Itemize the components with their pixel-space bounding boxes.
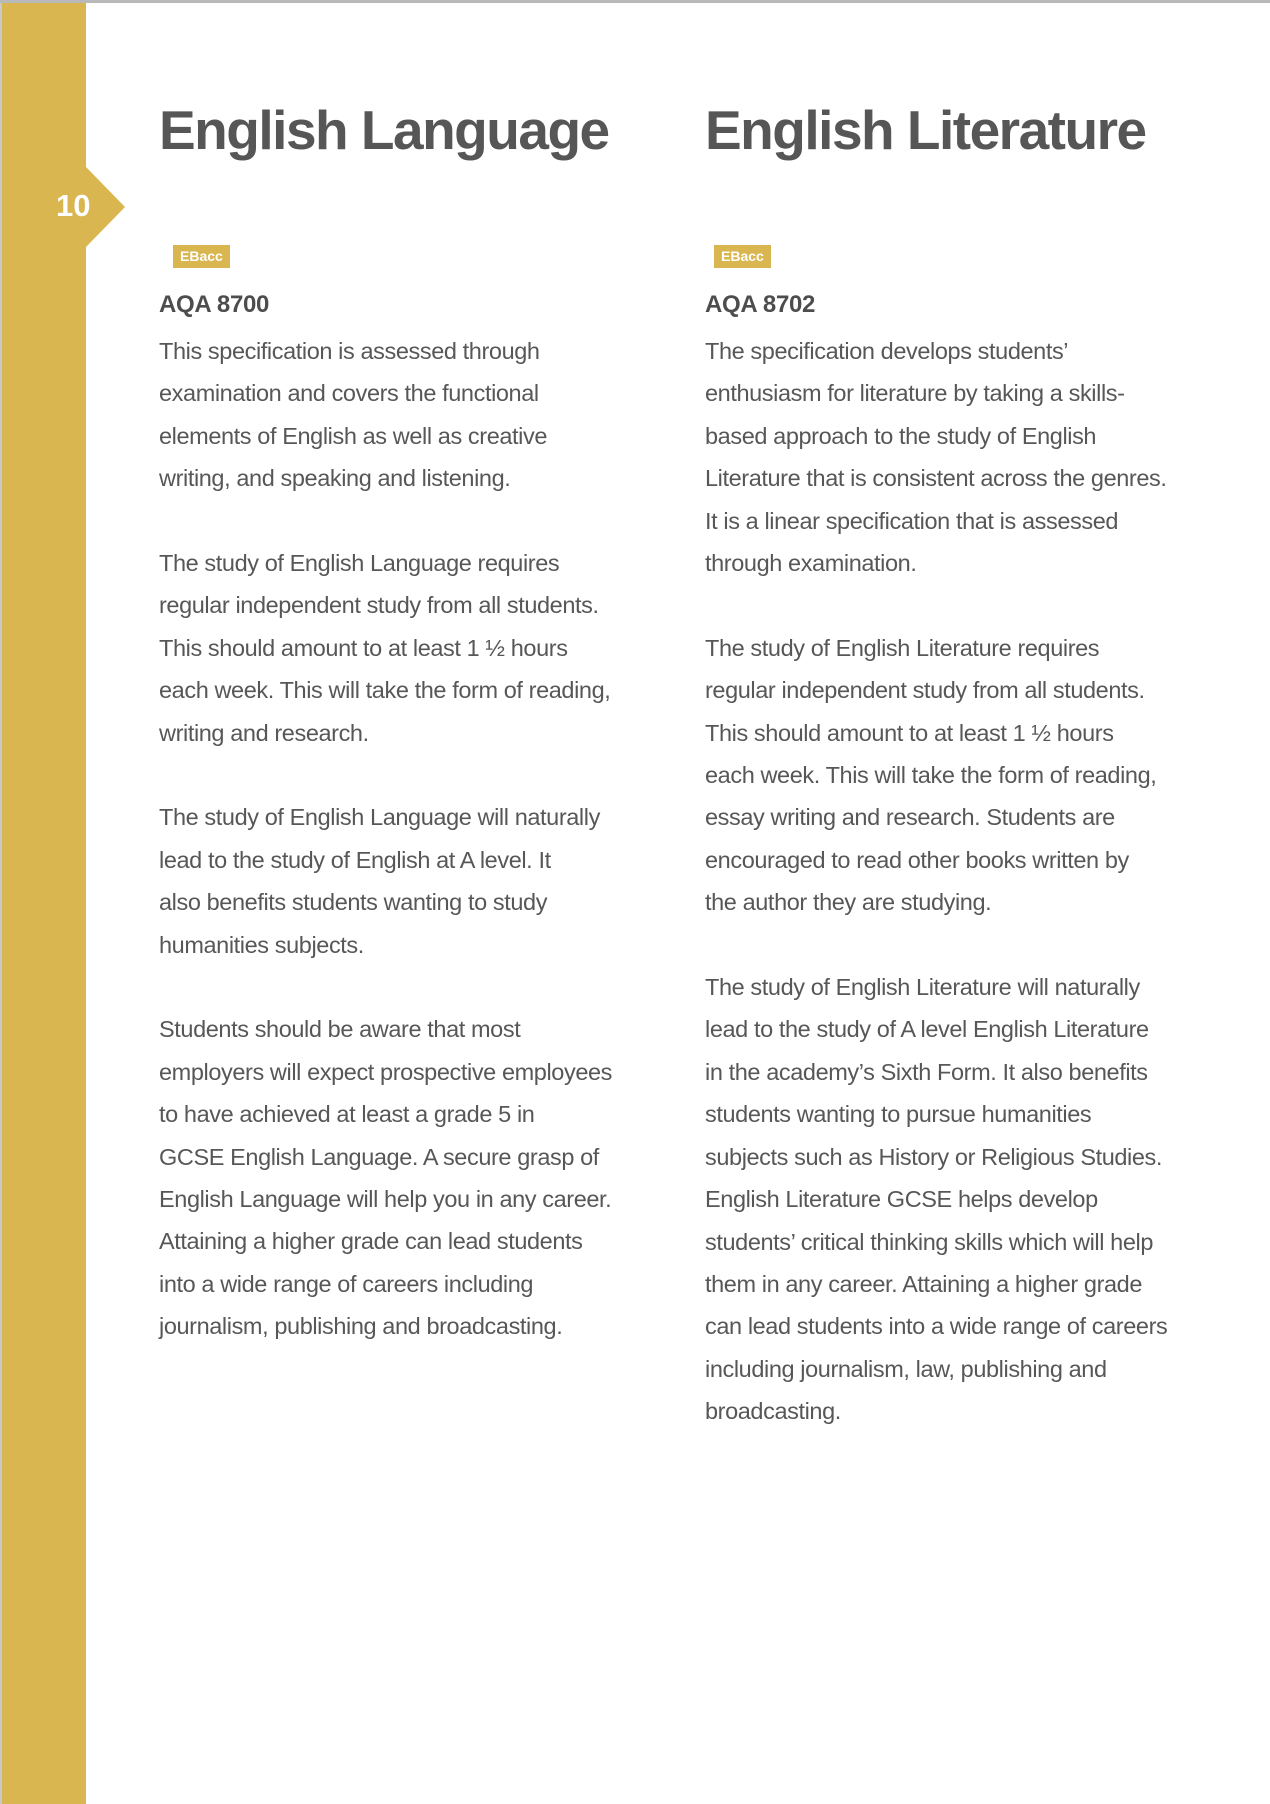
paragraph-line: each week. This will take the form of reading, — [159, 677, 611, 704]
spec-code: AQA 8702 — [705, 291, 816, 318]
paragraph-line: encouraged to read other books written by — [705, 846, 1129, 873]
ebacc-badge: EBacc — [173, 245, 230, 268]
spec-code: AQA 8700 — [159, 291, 270, 318]
paragraph-line: into a wide range of careers including — [159, 1270, 534, 1297]
paragraph-line: them in any career. Attaining a higher grade — [705, 1270, 1143, 1297]
paragraph-line: The study of English Language will naturally — [159, 804, 600, 831]
paragraph-line: writing and research. — [159, 719, 369, 746]
paragraph-line: The study of English Literature will naturally — [705, 974, 1140, 1001]
paragraph-line: examination and covers the functional — [159, 380, 539, 407]
paragraph-line: including journalism, law, publishing and — [705, 1355, 1107, 1382]
paragraph-line: based approach to the study of English — [705, 422, 1097, 449]
paragraph-line: students’ critical thinking skills which will help — [705, 1228, 1154, 1255]
english-literature-heading: English Literature — [705, 99, 1146, 161]
paragraph-line: essay writing and research. Students are — [705, 804, 1115, 831]
paragraph-line: students wanting to pursue humanities — [705, 1101, 1092, 1128]
page-number: 10 — [56, 188, 91, 223]
paragraph-line: subjects such as History or Religious Studies. — [705, 1143, 1163, 1170]
paragraph-line: GCSE English Language. A secure grasp of — [159, 1143, 599, 1170]
paragraph-line: enthusiasm for literature by taking a skills- — [705, 380, 1125, 407]
paragraph-line: Students should be aware that most — [159, 1016, 521, 1043]
paragraph-line: The specification develops students’ — [705, 338, 1069, 364]
paragraph-line: lead to the study of A level English Literature — [705, 1016, 1149, 1043]
paragraph-line: regular independent study from all students. — [705, 677, 1145, 704]
english-language-heading: English Language — [159, 99, 609, 161]
english-literature-body — [705, 330, 1225, 1475]
paragraph-line: the author they are studying. — [705, 889, 992, 916]
paragraph-line: through examination. — [705, 550, 917, 577]
english-language-body — [159, 330, 679, 1390]
paragraph-line: It is a linear specification that is assessed — [705, 507, 1119, 534]
paragraph-line: each week. This will take the form of reading, — [705, 762, 1157, 789]
paragraph-line: English Language will help you in any career. — [159, 1186, 612, 1213]
top-rule — [0, 0, 1270, 3]
paragraph-line: The study of English Literature requires — [705, 634, 1100, 661]
paragraph-line: writing, and speaking and listening. — [159, 465, 511, 492]
paragraph-line: elements of English as well as creative — [159, 422, 548, 449]
paragraph-line: in the academy’s Sixth Form. It also benefits — [705, 1058, 1148, 1085]
body-paragraph — [705, 966, 1225, 1432]
paragraph-line: This should amount to at least 1 ½ hours — [159, 634, 568, 661]
paragraph-line: This specification is assessed through — [159, 338, 540, 364]
paragraph-line: humanities subjects. — [159, 931, 364, 958]
paragraph-line: This should amount to at least 1 ½ hours — [705, 719, 1114, 746]
paragraph-line: Literature that is consistent across the genres. — [705, 465, 1167, 492]
body-paragraph — [159, 330, 679, 500]
side-bar — [0, 3, 86, 1804]
body-paragraph — [159, 796, 679, 966]
paragraph-line: can lead students into a wide range of careers — [705, 1313, 1168, 1340]
paragraph-line: employers will expect prospective employees — [159, 1058, 613, 1085]
paragraph-line: lead to the study of English at A level. It — [159, 846, 551, 873]
body-paragraph — [705, 627, 1225, 924]
english-literature-column — [705, 90, 1225, 1425]
paragraph-line: English Literature GCSE helps develop — [705, 1186, 1098, 1213]
body-paragraph — [705, 330, 1225, 584]
ebacc-badge: EBacc — [714, 245, 771, 268]
body-paragraph — [159, 1008, 679, 1347]
body-paragraph — [159, 542, 679, 754]
english-language-column — [159, 90, 679, 1340]
paragraph-line: journalism, publishing and broadcasting. — [159, 1313, 563, 1340]
paragraph-line: to have achieved at least a grade 5 in — [159, 1101, 535, 1128]
paragraph-line: also benefits students wanting to study — [159, 889, 548, 916]
paragraph-line: regular independent study from all students. — [159, 592, 599, 619]
paragraph-line: Attaining a higher grade can lead students — [159, 1228, 583, 1255]
paragraph-line: The study of English Language requires — [159, 550, 560, 577]
paragraph-line: broadcasting. — [705, 1398, 841, 1425]
